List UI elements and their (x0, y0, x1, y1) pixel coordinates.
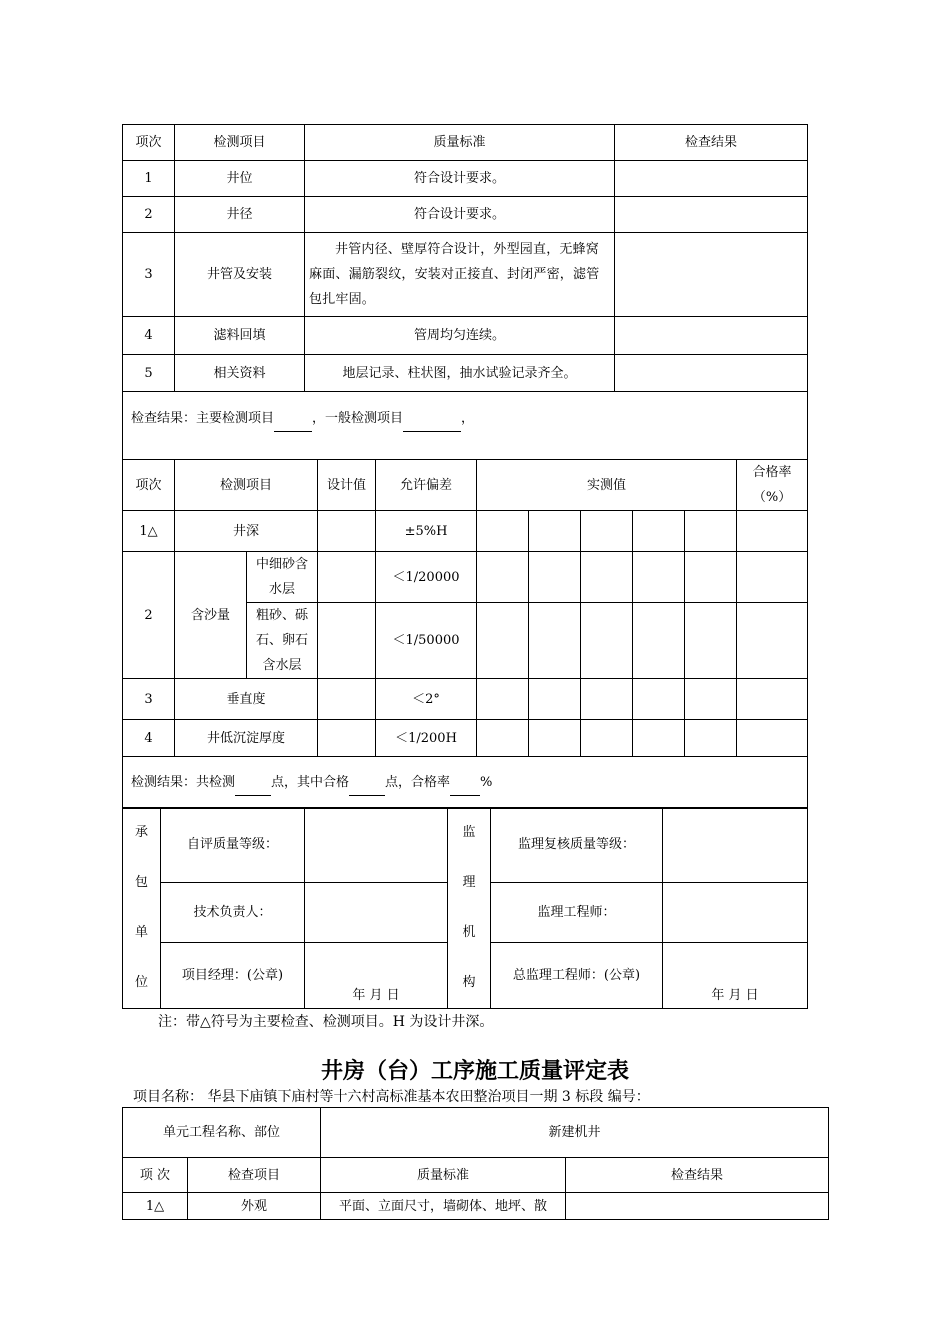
measure-cell[interactable] (581, 552, 633, 603)
measure-cell[interactable] (477, 552, 529, 603)
measure-cell[interactable] (685, 679, 737, 720)
check-result-row (123, 392, 808, 460)
contractor-char: 单 (134, 925, 148, 940)
measure-result-c: 点，合格率 (385, 774, 451, 790)
header-item: 检查项目 (188, 1158, 321, 1193)
measure-cell[interactable] (529, 511, 581, 552)
header-tolerance: 允许偏差 (376, 460, 477, 511)
table-row (123, 317, 808, 355)
measure-cell[interactable] (477, 720, 529, 757)
contractor-char: 位 (134, 975, 148, 990)
row-result[interactable] (566, 1193, 829, 1220)
measure-cell[interactable] (633, 679, 685, 720)
row-item: 井低沉淀厚度 (175, 720, 318, 757)
header-no: 项 次 (123, 1158, 188, 1193)
engineer-value[interactable] (663, 882, 808, 943)
table-row (123, 197, 808, 233)
measure-result-b: 点，其中合格 (271, 774, 350, 790)
review-grade-value[interactable] (663, 808, 808, 883)
header-standard: 质量标准 (321, 1158, 566, 1193)
header-item: 检测项目 (175, 125, 305, 161)
header-design: 设计值 (318, 460, 376, 511)
row-standard: 井管内径、壁厚符合设计，外型园直，无蜂窝麻面、漏筋裂纹，安装对正接直、封闭严密，滤管包扎牢固。 (305, 233, 615, 317)
row-standard: 符合设计要求。 (305, 197, 615, 233)
table-row (123, 720, 808, 757)
footnote: 注：带△符号为主要检查、检测项目。H 为设计井深。 (158, 1014, 494, 1030)
row-subitem: 粗砂、砾石、卵石含水层 (247, 603, 318, 679)
row-tolerance: ±5%H (376, 511, 477, 552)
measure-cell[interactable] (477, 511, 529, 552)
pass-rate-cell[interactable] (737, 603, 808, 679)
row-result[interactable] (615, 197, 808, 233)
row-standard: 符合设计要求。 (305, 161, 615, 197)
self-grade-label: 自评质量等级： (161, 808, 305, 883)
measure-result-a: 检测结果：共检测 (131, 774, 236, 790)
check-result-line (123, 392, 808, 460)
row-no: 4 (123, 317, 175, 355)
self-grade-value[interactable] (305, 808, 448, 883)
row-tolerance: ＜1/20000 (376, 552, 477, 603)
pass-rate-cell[interactable] (737, 720, 808, 757)
measure-cell[interactable] (633, 720, 685, 757)
pass-rate-cell[interactable] (737, 679, 808, 720)
page-title: 井房（台）工序施工质量评定表 (320, 1059, 629, 1084)
supervisor-char: 理 (462, 875, 476, 890)
row-item: 井径 (175, 197, 305, 233)
measure-cell[interactable] (685, 552, 737, 603)
measure-cell[interactable] (529, 552, 581, 603)
engineer-label: 监理工程师： (491, 882, 663, 943)
row-no: 1 (123, 161, 175, 197)
row-result[interactable] (615, 317, 808, 355)
row-item: 井深 (175, 511, 318, 552)
header-result: 检查结果 (566, 1158, 829, 1193)
header-pass-rate: 合格率（%） (737, 460, 808, 511)
table-row (123, 552, 808, 603)
table-header-row (123, 125, 808, 161)
measurement-table (122, 459, 808, 809)
unit-label: 单元工程名称、部位 (123, 1108, 321, 1158)
measure-cell[interactable] (685, 720, 737, 757)
supervisor-char: 构 (462, 975, 476, 990)
row-standard: 平面、立面尺寸，墙砌体、地坪、散 (321, 1193, 566, 1220)
measure-cell[interactable] (581, 679, 633, 720)
inspection-table (122, 124, 808, 460)
table-header-row (123, 1158, 829, 1193)
row-item: 井管及安装 (175, 233, 305, 317)
header-standard: 质量标准 (305, 125, 615, 161)
row-no: 3 (123, 679, 175, 720)
header-measured: 实测值 (477, 460, 737, 511)
measure-result-row (123, 757, 808, 809)
check-result-suffix: ， (461, 411, 475, 426)
pass-rate-cell[interactable] (737, 511, 808, 552)
row-no: 3 (123, 233, 175, 317)
check-result-prefix: 检查结果：主要检测项目 (131, 411, 275, 426)
row-standard: 管周均匀连续。 (305, 317, 615, 355)
measure-cell[interactable] (529, 720, 581, 757)
chief-date[interactable]: 年 月 日 (663, 943, 808, 1009)
row-no: 1△ (123, 1193, 188, 1220)
table-row (123, 511, 808, 552)
table-row (123, 679, 808, 720)
row-item: 外观 (188, 1193, 321, 1220)
table-row (123, 161, 808, 197)
measure-cell[interactable] (529, 603, 581, 679)
row-item: 井位 (175, 161, 305, 197)
pm-label: 项目经理：(公章) (161, 943, 305, 1009)
measure-cell[interactable] (633, 511, 685, 552)
pass-points-blank[interactable] (349, 770, 385, 796)
main-items-blank[interactable] (274, 406, 312, 432)
row-result[interactable] (615, 233, 808, 317)
header-no: 项次 (123, 460, 175, 511)
pm-date[interactable]: 年 月 日 (305, 943, 448, 1009)
header-result: 检查结果 (615, 125, 808, 161)
contractor-char: 承 (134, 825, 148, 840)
row-item: 滤料回填 (175, 317, 305, 355)
table-row (123, 355, 808, 392)
general-items-blank[interactable] (403, 406, 461, 432)
tech-lead-label: 技术负责人： (161, 882, 305, 943)
row-no: 2 (123, 552, 175, 679)
design-cell[interactable] (318, 511, 376, 552)
row-item: 垂直度 (175, 679, 318, 720)
design-cell[interactable] (318, 679, 376, 720)
review-grade-label: 监理复核质量等级： (491, 808, 663, 883)
check-result-middle: ，一般检测项目 (312, 411, 404, 426)
measure-cell[interactable] (581, 720, 633, 757)
row-tolerance: ＜1/50000 (376, 603, 477, 679)
table-row (123, 233, 808, 317)
supervisor-column (448, 808, 491, 1009)
row-tolerance: ＜2° (376, 679, 477, 720)
measure-cell[interactable] (477, 679, 529, 720)
pass-rate-blank[interactable] (450, 770, 480, 796)
table-row (123, 1193, 829, 1220)
header-item: 检测项目 (175, 460, 318, 511)
chief-label: 总监理工程师：(公章) (491, 943, 663, 1009)
total-points-blank[interactable] (235, 770, 271, 796)
header-no: 项次 (123, 125, 175, 161)
pass-rate-cell[interactable] (737, 552, 808, 603)
supervisor-char: 监 (462, 825, 476, 840)
measure-cell[interactable] (633, 552, 685, 603)
signoff-table (122, 807, 808, 1009)
measure-cell[interactable] (581, 511, 633, 552)
row-result[interactable] (615, 161, 808, 197)
measure-header-row (123, 460, 808, 511)
row-item: 含沙量 (175, 552, 247, 679)
measure-result-line (123, 757, 808, 809)
row-standard: 地层记录、柱状图，抽水试验记录齐全。 (305, 355, 615, 392)
measure-cell[interactable] (477, 603, 529, 679)
row-result[interactable] (615, 355, 808, 392)
measure-cell[interactable] (685, 511, 737, 552)
row-subitem: 中细砂含水层 (247, 552, 318, 603)
tech-lead-value[interactable] (305, 882, 448, 943)
row-no: 4 (123, 720, 175, 757)
design-cell[interactable] (318, 603, 376, 679)
measure-result-d: % (480, 774, 493, 790)
measure-cell[interactable] (685, 603, 737, 679)
unit-value: 新建机井 (321, 1108, 829, 1158)
row-no: 2 (123, 197, 175, 233)
measure-cell[interactable] (529, 679, 581, 720)
design-cell[interactable] (318, 552, 376, 603)
contractor-char: 包 (134, 875, 148, 890)
row-no: 5 (123, 355, 175, 392)
design-cell[interactable] (318, 720, 376, 757)
supervisor-char: 机 (462, 925, 476, 940)
row-item: 相关资料 (175, 355, 305, 392)
wellhouse-table (122, 1107, 829, 1220)
project-line: 项目名称： 华县下庙镇下庙村等十六村高标准基本农田整治项目一期 3 标段 编号： (133, 1089, 650, 1105)
row-no: 1△ (123, 511, 175, 552)
measure-cell[interactable] (633, 603, 685, 679)
row-tolerance: ＜1/200H (376, 720, 477, 757)
measure-cell[interactable] (581, 603, 633, 679)
contractor-column (123, 808, 161, 1009)
